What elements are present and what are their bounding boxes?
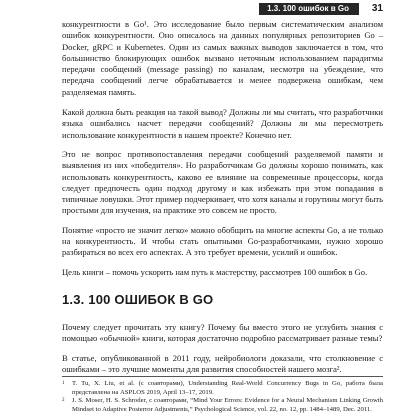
paragraph: конкурентности в Go¹. Это исследование было первым систематическим анализом ошибок конкурентности. Оно описалось на данных популярных репозиториев Go – Docker, gRPC и Kubernetes. Один из самых важных выводов заключается в том, что большинство блокирующих ошибок вызвано неточным использованием парадигмы передачи сообщений (message passing) по каналам, несмотря на убеждение, что передача сообщений легче обрабатывается и менее подвержена ошибкам, чем разделяемая память. bbox=[62, 19, 383, 97]
footnote bbox=[62, 397, 383, 414]
paragraph: Понятие «просто не значит легко» можно обобщить на многие аспекты Go, а не только на конкурентность. И чтобы стать опытными Go-разработчиками, нужно хорошо разбираться во всех его аспектах. А это требует времени, усилий и ошибок. bbox=[62, 224, 383, 258]
footnote-number: 1 bbox=[62, 381, 65, 386]
footnote bbox=[62, 380, 383, 397]
page-number: 31 bbox=[371, 3, 383, 14]
paragraph: Почему следует прочитать эту книгу? Почему бы вместо этого не углубить знания с помощью «обычной» книги, которая достаточно подробно рассматривает разные темы? bbox=[62, 321, 383, 344]
paragraph: Это не вопрос противопоставления передачи сообщений разделяемой памяти и выявления из них «победителя». Но разработчикам Go должны хорошо понимать, как использовать конкурентность, каково ее влияние на современные процессоры, когда следует предпочесть один подход другому и как избежать при этом попадания в типичные ловушки. Этот пример подчеркивает, что хотя каналы и горутины могут быть простыми для изучения, на практике это совсем не просто. bbox=[62, 148, 383, 216]
paragraph: Какой должна быть реакция на такой вывод? Должны ли мы считать, что разработчики языка ошибались насчет передачи сообщений? Должны ли мы пересмотреть использование конкурентности в нашем проекте? Конечно нет. bbox=[62, 107, 383, 140]
section-title-badge: 1.3. 100 ошибок в Go bbox=[259, 3, 359, 15]
footnote-number: 2 bbox=[62, 398, 65, 404]
footnote-text: J. S. Moser, H. S. Schroder, с соавторами, “Mind Your Errors: Evidence for a Neural Mechanism Linking Growth Mindset to Adaptive Posterror Adjustments,” Psychological Science, vol. 22, no. 12, pp. 1484–1489, Dec. 2011. bbox=[72, 397, 383, 413]
paragraph: В статье, опубликованной в 2011 году, нейробиологи доказали, что столкновение с ошибками – это лучшие моменты для развития способностей нашего мозга². bbox=[62, 352, 383, 374]
section-heading: 1.3. 100 ОШИБОК В GO bbox=[62, 291, 214, 307]
paragraph: Цель книги – помочь ускорить нам путь к мастерству, рассмотрев 100 ошибок в Go. bbox=[62, 266, 368, 277]
footnotes bbox=[62, 376, 383, 414]
running-header bbox=[62, 3, 383, 16]
page-body bbox=[62, 19, 383, 383]
footnote-text: T. Tu, X. Liu, et al. (с соавторами), Understanding Real-World Concurrency Bugs in Go, работа была представлена на ASPLOS 2019, April 13–17, 2019. bbox=[72, 380, 383, 396]
